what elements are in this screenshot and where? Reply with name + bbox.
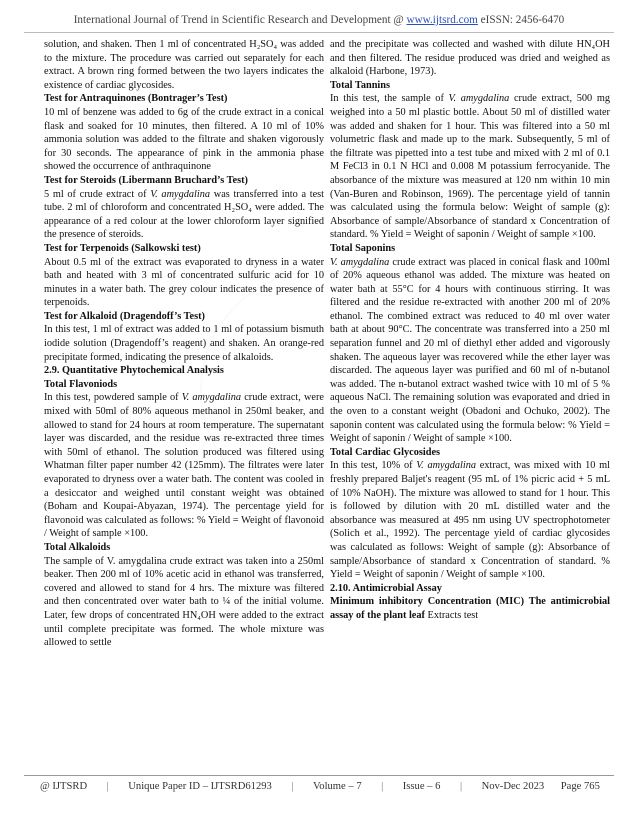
footer-sep: | <box>459 781 463 792</box>
heading-flavonoids: Total Flavoniods <box>44 378 118 390</box>
footer-issue: Issue – 6 <box>402 781 441 792</box>
heading-saponins: Total Saponins <box>330 242 396 254</box>
species-name: V. amygdalina <box>181 392 242 404</box>
paragraph: In this test, 10% of V. amygdalina extract, was mixed with 10 ml freshly prepared Baljet's reagent (95 mL of 1% picric acid + 5 mL of 10% NaOH). The mixture was allowed to stand for 1 hour. This is followed by dilution with 20 mL distilled water and the absorbance was measured at 495 nm using UV spectrophotometer (Solich et al., 1992). The percentage yield of cardiac glycosides was calculated as follows: Weight of sample (g): Absorbance of sample/Absorbance of standard x Concentration of standard. % Yield = Weight of saponin / Weight of sample ×100. <box>330 460 610 581</box>
heading-alkaloid-test: Test for Alkaloid (Dragendoff’s Test) <box>44 310 205 322</box>
journal-link[interactable]: www.ijtsrd.com <box>406 14 478 26</box>
heading-cardiac-glycosides: Total Cardiac Glycosides <box>330 446 441 458</box>
footer-volume: Volume – 7 <box>312 781 362 792</box>
footer-site: @ IJTSRD <box>40 781 88 792</box>
paragraph: In this test, powdered sample of V. amygdalina crude extract, were mixed with 50ml of 80% aqueous methanol in 250ml beaker, and allowed to stand for 24 hours at room temperature. The supernatant layer was discarded, and the residue was re-extracted three times with 50ml of ethanol. The solution produced was filtered using Whatman filter paper number 42 (125mm). The filtrates were later evaporated to dryness over a water bath. The content was cooled in a desiccator and weighed until constant weight was obtained (Boham and Koupai-Abyazan, 1974). The percentage yield for flavonoid was calculated as follows: % Yield = Weight of flavonoid / Weight of sample ×100. <box>44 392 324 540</box>
paragraph: In this test, the sample of V. amygdalina crude extract, 500 mg weighed into a 50 ml plastic bottle. About 50 ml of distilled water was added and shaken for 1 hour. This was filtered into a 50 ml volumetric flask and made up to the mark. Subsequently, 5 ml of the filtrate was pipetted into a test tube and mixed with 2 ml of 0.1 M FeCl3 in 0.1 N HCl and 0.008 M potassium ferrocyanide. The absorbance of the mixture was measured at 120 nm within 10 min (Van-Buren and Robinson, 1969). The percentage yield of tannin was calculated using the formula below: Weight of sample (g): Absorbance of sample/Absorbance of standard x Concentration of standard. % Yield = Weight of saponin / Weight of sample ×100. <box>330 93 610 241</box>
journal-name: International Journal of Trend in Scientific Research and Development @ <box>73 14 407 26</box>
heading-total-alkaloids: Total Alkaloids <box>44 541 111 553</box>
paragraph: solution, and shaken. Then 1 ml of concentrated H₂SO₄ was added to the mixture. The procedure was carried out separately for each extract. A brown ring formed between the two layers indicates the existence of cardiac glycosides. <box>44 39 324 91</box>
species-name: V. amygdalina <box>448 93 510 105</box>
footer-page: Page 765 <box>560 781 600 792</box>
footer-paper-id: Unique Paper ID – IJTSRD61293 <box>128 781 272 792</box>
footer-date: Nov-Dec 2023 <box>481 781 545 792</box>
running-header <box>0 14 638 26</box>
paragraph: In this test, 1 ml of extract was added to 1 ml of potassium bismuth iodide solution (Dragendoff’s reagent) and shaken. An orange-red precipitate formed, indicating the presence of alkaloids. <box>44 324 324 363</box>
left-column <box>44 38 324 650</box>
species-name: V. amygdalina <box>330 256 390 268</box>
footer-sep: | <box>381 781 384 792</box>
issn: eISSN: 2456-6470 <box>477 14 565 26</box>
heading-tannins: Total Tannins <box>330 79 391 91</box>
heading-steroids: Test for Steroids (Libermann Bruchard’s Test) <box>44 174 248 186</box>
section-heading-2-9: 2.9. Quantitative Phytochemical Analysis <box>44 365 224 377</box>
header-divider <box>24 32 614 33</box>
paragraph: 5 ml of crude extract of V. amygdalina was transferred into a test tube. 2 ml of chloroform and concentrated H₂SO₄ were added. The appearance of a red colour at the lower chloroform layer signified the presence of steroids. <box>44 188 325 241</box>
footer-sep: | <box>291 781 294 792</box>
paragraph: and the precipitate was collected and washed with dilute HN₄OH and then filtered. The residue produced was dried and weighed as alkaloid (Harbone, 1973). <box>330 39 610 78</box>
paragraph: The sample of V. amygdalina crude extract was taken into a 250ml beaker. Then 200 ml of 10% acetic acid in ethanol was transferred, covered and allowed to stand for 4 hrs. The mixture was filtered and then concentrated over water bath to ¼ of the initial volume. Later, few drops of concentrated HN₄OH were added to the extract until complete precipitate was formed. The whole mixture was allowed to settle <box>44 555 324 649</box>
right-column <box>330 38 610 623</box>
paragraph: Minimum inhibitory Concentration (MIC) The antimicrobial assay of the plant leaf Extracts test <box>330 596 610 621</box>
footer-divider <box>24 775 614 776</box>
paragraph: About 0.5 ml of the extract was evaporated to dryness in a water bath and heated with 3 ml of concentrated sulfuric acid for 10 minutes in a water bath. The grey colour indicates the presence of terpenoids. <box>44 256 324 309</box>
species-name: V. amygdalina <box>416 460 477 472</box>
running-footer <box>40 781 600 792</box>
section-heading-2-10: 2.10. Antimicrobial Assay <box>330 582 442 594</box>
heading-terpenoids: Test for Terpenoids (Salkowski test) <box>44 242 201 254</box>
heading-antraquinones: Test for Antraquinones (Bontrager’s Test) <box>44 93 228 105</box>
species-name: V. amygdalina <box>150 188 211 200</box>
footer-sep: | <box>106 781 109 792</box>
paragraph: 10 ml of benzene was added to 6g of the crude extract in a conical flask and soaked for 10 minutes, then filtered. A 10 ml of 10% ammonia solution was added to the filtrate and shaken vigorously for 30 seconds. The appearance of pink in the ammonia phase showed the occurrence of anthraquinone <box>44 106 324 173</box>
paragraph: V. amygdalina crude extract was placed in conical flask and 100ml of 20% aqueous ethanol was added. The mixture was heated on water bath at 55°C for 4 hours with continuous stirring. It was filtered and the residue re-extracted with another 200 ml of 20% ethanol. The combined extract was reduced to 40 ml over water bath at about 90°C. The concentrate was transferred into a 250 ml separation funnel and 20 ml of diethyl ether added and vigorously shaken. The aqueous layer was recovered while the ether layer was discarded. The aqueous layer was purified and 60 ml of n-butanol was added. The n-butanol extract washed twice with 10 ml of 5 % aqueous NaCl. The remaining solution was evaporated and dried in the oven to a constant weight (Obadoni and Ochuko, 2002). The saponin content was calculated using the formula below: % Yield = Weight of saponin / Weight of sample ×100. <box>330 256 610 445</box>
